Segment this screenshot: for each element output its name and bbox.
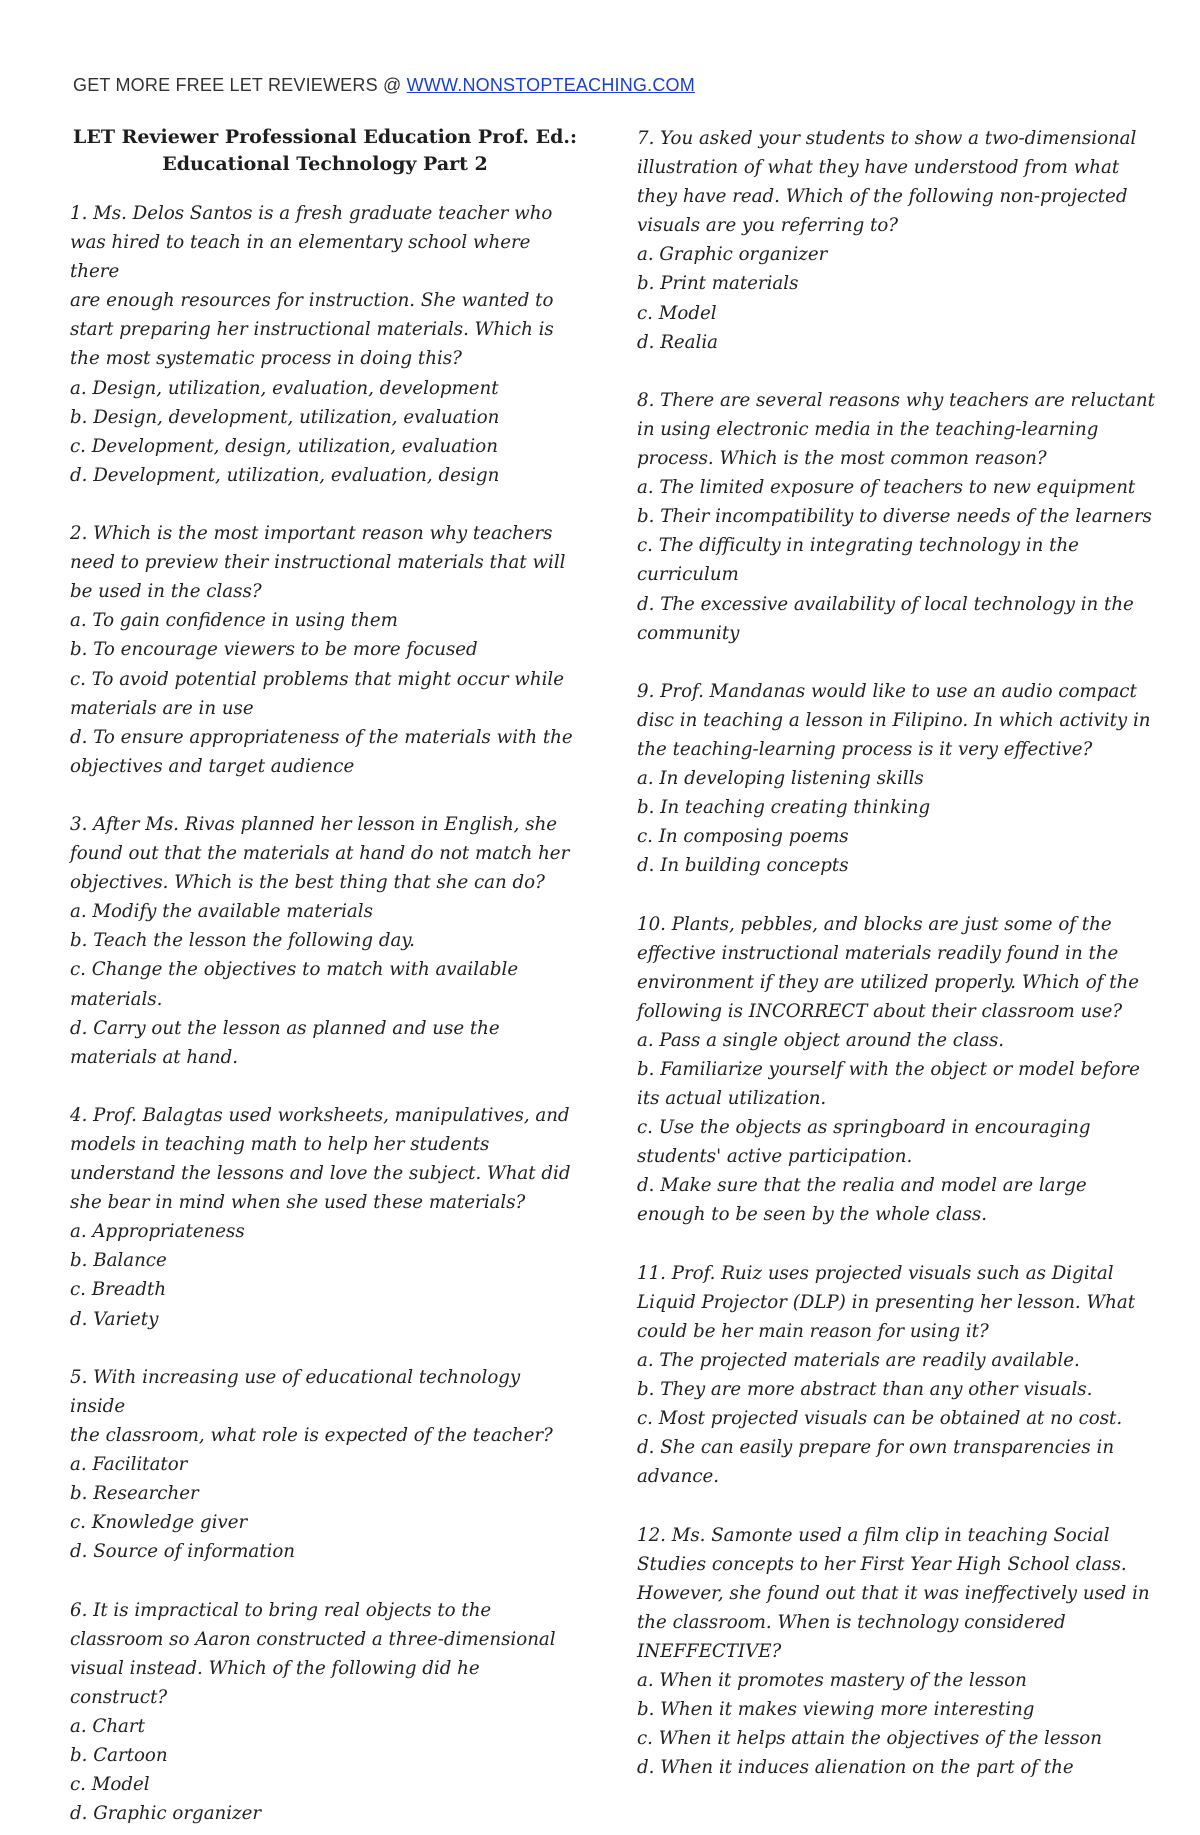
question-stem-line: However, she found out that it was ineffectively used in bbox=[637, 1582, 1150, 1604]
right-column bbox=[637, 124, 1157, 1782]
answer-option-line: c. When it helps attain the objectives of the lesson bbox=[637, 1728, 1102, 1750]
right-question-list bbox=[637, 124, 1157, 1782]
answer-option-line: a. Facilitator bbox=[70, 1454, 188, 1476]
question-block bbox=[70, 1596, 580, 1829]
question-stem-line: understand the lessons and love the subject. What did bbox=[70, 1163, 571, 1185]
answer-option-line: a. Pass a single object around the class. bbox=[637, 1029, 1005, 1051]
question-stem-line: the most systematic process in doing this? bbox=[70, 348, 462, 370]
answer-option-line: b. Familiarize yourself with the object or model before bbox=[637, 1059, 1140, 1080]
answer-option-line: curriculum bbox=[637, 564, 739, 586]
answer-option-line: materials. bbox=[70, 988, 163, 1010]
answer-option-line: materials are in use bbox=[70, 697, 254, 719]
answer-option-line: b. Researcher bbox=[70, 1483, 199, 1505]
question-stem-line: they have read. Which of the following non-projected bbox=[637, 186, 1128, 208]
answer-option-line: d. Realia bbox=[637, 331, 718, 353]
answer-option-line: b. To encourage viewers to be more focused bbox=[70, 639, 478, 661]
question-stem-line: the classroom. When is technology considered bbox=[637, 1611, 1066, 1633]
question-block bbox=[70, 519, 580, 781]
answer-option-line: b. Print materials bbox=[637, 273, 799, 295]
answer-option-line: a. The limited exposure of teachers to new equipment bbox=[637, 477, 1136, 499]
answer-option-line: c. Most projected visuals can be obtained at no cost. bbox=[637, 1408, 1123, 1430]
answer-option-line: b. In teaching creating thinking bbox=[637, 797, 931, 819]
question-block bbox=[637, 910, 1157, 1230]
answer-option-line: c. To avoid potential problems that might occur while bbox=[70, 668, 564, 690]
answer-option-line: d. Carry out the lesson as planned and use the bbox=[70, 1017, 500, 1039]
question-block bbox=[637, 124, 1157, 357]
question-block bbox=[637, 677, 1157, 881]
answer-option-line: b. Their incompatibility to diverse needs of the learners bbox=[637, 506, 1152, 528]
answer-option-line: d. Make sure that the realia and model are large bbox=[637, 1175, 1087, 1197]
title-line-2: Educational Technology Part 2 bbox=[162, 153, 488, 175]
question-stem-line: 2. Which is the most important reason why teachers bbox=[70, 523, 553, 545]
answer-option-line: students' active participation. bbox=[637, 1146, 913, 1168]
question-stem-line: could be her main reason for using it? bbox=[637, 1320, 989, 1342]
answer-option-line: c. Knowledge giver bbox=[70, 1512, 248, 1534]
question-stem-line: 10. Plants, pebbles, and blocks are just some of the bbox=[637, 913, 1112, 935]
question-stem-line: disc in teaching a lesson in Filipino. In which activity in bbox=[637, 709, 1151, 731]
answer-option-line: b. Teach the lesson the following day. bbox=[70, 930, 415, 952]
question-block bbox=[70, 810, 580, 1072]
question-stem-line: following is INCORRECT about their classroom use? bbox=[637, 1000, 1123, 1022]
question-stem-line: 3. After Ms. Rivas planned her lesson in English, she bbox=[70, 813, 558, 835]
answer-option-line: a. Appropriateness bbox=[70, 1221, 245, 1243]
answer-option-line: d. The excessive availability of local technology in the bbox=[637, 593, 1134, 615]
answer-option-line: c. Change the objectives to match with available bbox=[70, 959, 519, 981]
question-stem-line: effective instructional materials readily found in the bbox=[637, 942, 1119, 964]
answer-option-line: enough to be seen by the whole class. bbox=[637, 1204, 988, 1226]
question-block bbox=[637, 1259, 1157, 1492]
question-block bbox=[637, 386, 1157, 648]
left-column bbox=[70, 124, 580, 1828]
question-stem-line: Liquid Projector (DLP) in presenting her lesson. What bbox=[637, 1291, 1136, 1313]
header-prefix: GET MORE FREE LET REVIEWERS @ bbox=[73, 75, 407, 95]
header-banner bbox=[73, 75, 695, 96]
answer-option-line: a. When it promotes mastery of the lesson bbox=[637, 1669, 1027, 1691]
answer-option-line: b. Balance bbox=[70, 1250, 167, 1272]
answer-option-line: b. Design, development, utilization, evaluation bbox=[70, 406, 500, 428]
answer-option-line: its actual utilization. bbox=[637, 1088, 827, 1110]
answer-option-line: b. They are more abstract than any other visuals. bbox=[637, 1379, 1093, 1401]
question-stem-line: found out that the materials at hand do not match her bbox=[70, 843, 570, 865]
website-link[interactable]: WWW.NONSTOPTEACHING.COM bbox=[406, 75, 695, 95]
question-stem-line: start preparing her instructional materials. Which is bbox=[70, 319, 554, 341]
answer-option-line: d. In building concepts bbox=[637, 855, 849, 877]
question-stem-line: 12. Ms. Samonte used a film clip in teaching Social bbox=[637, 1524, 1110, 1546]
answer-option-line: a. Design, utilization, evaluation, development bbox=[70, 377, 499, 399]
question-stem-line: 11. Prof. Ruiz uses projected visuals such as Digital bbox=[637, 1262, 1114, 1284]
question-stem-line: need to preview their instructional materials that will bbox=[70, 552, 566, 574]
answer-option-line: d. Variety bbox=[70, 1308, 159, 1330]
question-block bbox=[70, 1363, 580, 1567]
answer-option-line: objectives and target audience bbox=[70, 755, 355, 777]
question-stem-line: 8. There are several reasons why teachers are reluctant bbox=[637, 389, 1155, 411]
answer-option-line: materials at hand. bbox=[70, 1046, 239, 1068]
answer-option-line: advance. bbox=[637, 1466, 720, 1488]
question-stem-line: she bear in mind when she used these materials? bbox=[70, 1192, 526, 1214]
question-stem-line: classroom so Aaron constructed a three-dimensional bbox=[70, 1628, 556, 1650]
answer-option-line: d. She can easily prepare for own transparencies in bbox=[637, 1437, 1115, 1459]
answer-option-line: community bbox=[637, 622, 740, 644]
answer-option-line: d. Source of information bbox=[70, 1541, 295, 1563]
question-stem-line: 6. It is impractical to bring real objects to the bbox=[70, 1599, 492, 1621]
answer-option-line: a. In developing listening skills bbox=[637, 768, 924, 790]
answer-option-line: c. Development, design, utilization, evaluation bbox=[70, 435, 498, 457]
question-stem-line: 4. Prof. Balagtas used worksheets, manipulatives, and bbox=[70, 1104, 570, 1126]
question-stem-line: INEFFECTIVE? bbox=[637, 1640, 782, 1662]
answer-option-line: c. Model bbox=[637, 302, 717, 324]
answer-option-line: b. When it makes viewing more interesting bbox=[637, 1699, 1035, 1721]
question-stem-line: in using electronic media in the teaching-learning bbox=[637, 418, 1099, 440]
question-block bbox=[637, 1521, 1157, 1783]
question-stem-line: was hired to teach in an elementary school where there bbox=[70, 232, 531, 283]
answer-option-line: d. To ensure appropriateness of the materials with the bbox=[70, 726, 573, 748]
answer-option-line: b. Cartoon bbox=[70, 1744, 168, 1766]
question-stem-line: the classroom, what role is expected of the teacher? bbox=[70, 1424, 553, 1446]
answer-option-line: d. Development, utilization, evaluation, design bbox=[70, 464, 500, 486]
document-title bbox=[70, 124, 580, 178]
answer-option-line: c. In composing poems bbox=[637, 826, 849, 848]
answer-option-line: c. Use the objects as springboard in encouraging bbox=[637, 1117, 1091, 1139]
answer-option-line: c. Breadth bbox=[70, 1279, 167, 1301]
question-block bbox=[70, 1101, 580, 1334]
question-stem-line: be used in the class? bbox=[70, 581, 262, 603]
question-stem-line: visuals are you referring to? bbox=[637, 215, 899, 237]
question-stem-line: the teaching-learning process is it very effective? bbox=[637, 738, 1093, 760]
answer-option-line: a. To gain confidence in using them bbox=[70, 610, 398, 632]
question-stem-line: Studies concepts to her First Year High School class. bbox=[637, 1553, 1127, 1575]
left-question-list bbox=[70, 199, 580, 1828]
answer-option-line: c. The difficulty in integrating technology in the bbox=[637, 535, 1079, 557]
question-stem-line: visual instead. Which of the following did he construct? bbox=[70, 1657, 480, 1708]
question-stem-line: 5. With increasing use of educational technology inside bbox=[70, 1366, 521, 1417]
answer-option-line: d. When it induces alienation on the part of the bbox=[637, 1757, 1074, 1779]
answer-option-line: a. Graphic organizer bbox=[637, 244, 828, 266]
question-block bbox=[70, 199, 580, 490]
title-line-1: LET Reviewer Professional Education Prof. Ed.: bbox=[72, 126, 577, 148]
question-stem-line: illustration of what they have understood from what bbox=[637, 157, 1120, 179]
question-stem-line: process. Which is the most common reason? bbox=[637, 448, 1047, 470]
question-stem-line: models in teaching math to help her students bbox=[70, 1134, 490, 1155]
answer-option-line: a. The projected materials are readily available. bbox=[637, 1349, 1080, 1371]
question-stem-line: objectives. Which is the best thing that she can do? bbox=[70, 872, 545, 894]
answer-option-line: a. Chart bbox=[70, 1715, 145, 1737]
question-stem-line: 1. Ms. Delos Santos is a fresh graduate teacher who bbox=[70, 203, 553, 224]
question-stem-line: are enough resources for instruction. She wanted to bbox=[70, 290, 554, 312]
answer-option-line: d. Graphic organizer bbox=[70, 1803, 262, 1825]
question-stem-line: 9. Prof. Mandanas would like to use an audio compact bbox=[637, 680, 1137, 702]
question-stem-line: environment if they are utilized properly. Which of the bbox=[637, 971, 1140, 993]
answer-option-line: c. Model bbox=[70, 1774, 150, 1796]
question-stem-line: 7. You asked your students to show a two-dimensional bbox=[637, 128, 1137, 149]
answer-option-line: a. Modify the available materials bbox=[70, 901, 373, 923]
